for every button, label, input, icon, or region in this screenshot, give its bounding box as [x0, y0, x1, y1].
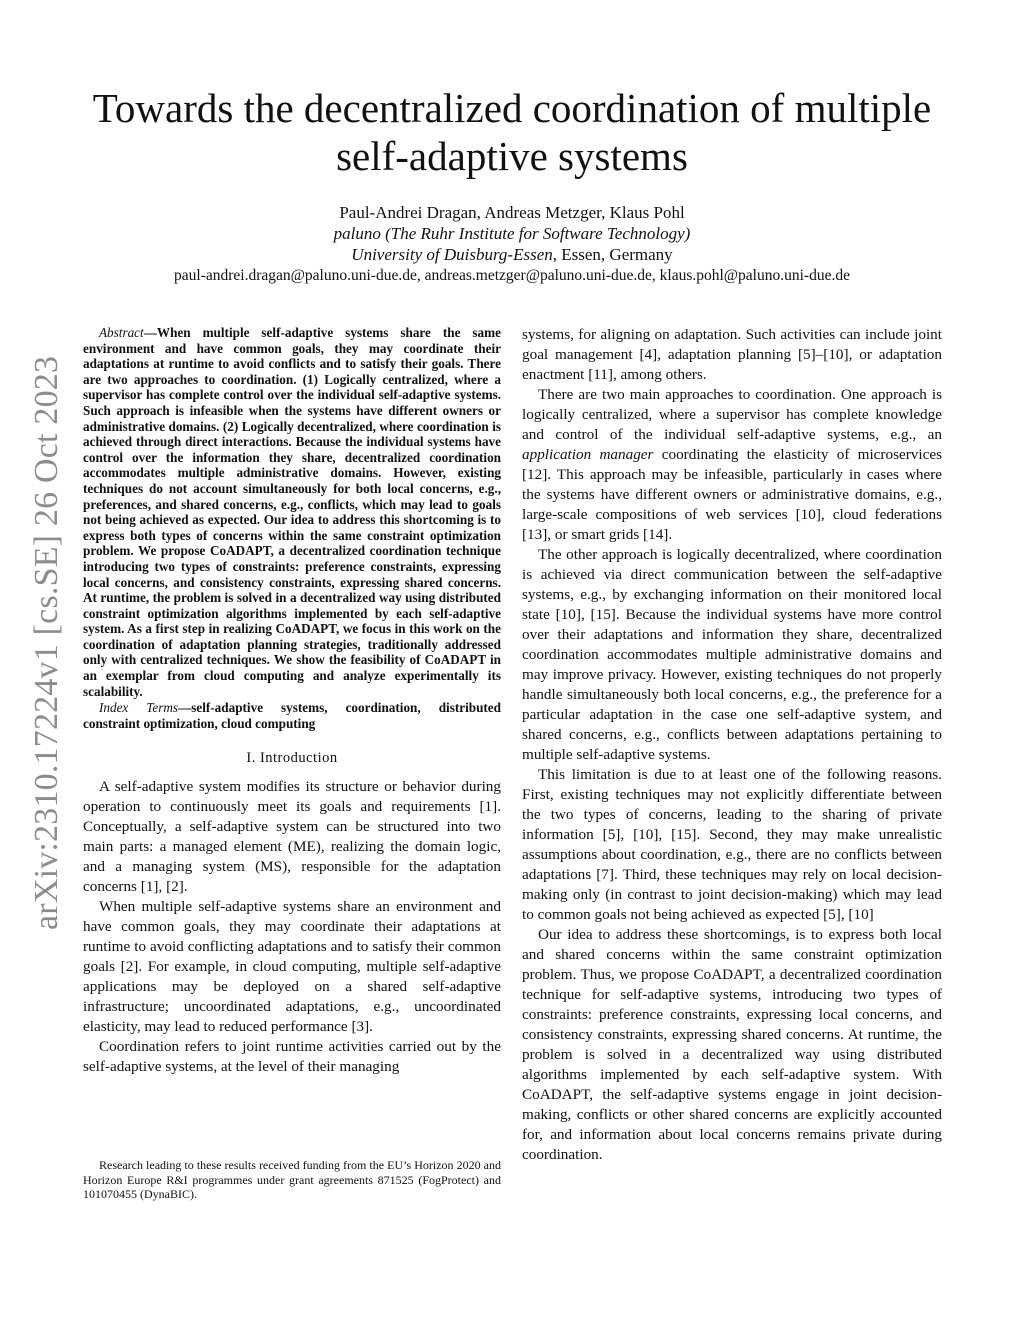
right-paragraph-3: The other approach is logically decentralized, where coordination is achieved via direct communication between the self-adaptive systems, e.g., by exchanging information on their monitored local state [10], [15]. Because the individual systems have more control over their adaptations and information they share, decentralized coordination accommodates multiple administrative domains and may improve privacy. However, existing techniques do not properly handle simultaneously both local concerns, e.g., the preference for a particular adaptation in the case one self-adaptive system, and shared concerns, e.g., conflicts between adaptations pertaining to multiple self-adaptive systems.: [522, 546, 942, 763]
abstract: [83, 325, 501, 699]
right-paragraph-2: [522, 385, 942, 545]
abstract-text: —When multiple self-adaptive systems share the same environment and have common goals, they may coordinate their adaptations at runtime to avoid conflicts and to satisfy their goals. There are two approaches to coordination. (1) Logically centralized, where a supervisor has complete control over the individual self-adaptive systems. Such approach is infeasible when the systems have different owners or administrative domains. (2) Logically decentralized, where coordination is achieved through direct interactions. Because the individual systems have control over the information they share, decentralized coordination accommodates multiple administrative domains. However, existing techniques do not account simultaneously for both local concerns, e.g., preferences, and shared concerns, e.g., conflicts, which may lead to goals not being achieved as expected. Our idea to address this shortcoming is to express both types of concerns within the same constraint optimization problem. We propose CoADAPT, a decentralized coordination technique introducing two types of constraints: preference constraints, expressing local concerns, and consistency constraints, expressing shared concerns. At runtime, the problem is solved in a decentralized way using distributed constraint optimization algorithms implemented by each self-adaptive system. As a first step in realizing CoADAPT, we focus in this work on the coordination of adaptation planning strategies, traditionally addressed only with centralized techniques. We show the feasibility of CoADAPT in an exemplar from cloud computing and analyze experimentally its scalability.: [83, 325, 501, 699]
author-block: [60, 202, 964, 286]
arxiv-stamp: arXiv:2310.17224v1 [cs.SE] 26 Oct 2023: [28, 355, 65, 930]
right-column: [522, 325, 942, 1165]
title-line-1: Towards the decentralized coordination of multiple: [92, 85, 932, 131]
right-paragraph-5: Our idea to address these shortcomings, is to express both local and shared concerns within the same constraint optimization problem. Thus, we propose CoADAPT, a decentralized coordination technique for self-adaptive systems, introducing two types of constraints: preference constraints, expressing local concerns, and consistency constraints, expressing shared concerns. At runtime, the problem is solved in a decentralized way using distributed algorithms implemented by each self-adaptive system. With CoADAPT, the self-adaptive systems engage in joint decision-making, conflicts or other shared concerns are explicitly accounted for, and information about local concerns remains private during coordination.: [522, 926, 942, 1163]
left-column: [83, 325, 501, 1077]
author-emails: paul-andrei.dragan@paluno.uni-due.de, andreas.metzger@paluno.uni-due.de, klaus.pohl@paluno.uni-due.de: [174, 267, 850, 284]
author-names: Paul-Andrei Dragan, Andreas Metzger, Klaus Pohl: [339, 203, 685, 222]
intro-paragraph-2: When multiple self-adaptive systems share an environment and have common goals, they may coordinate their adaptations at runtime to avoid conflicting adaptations and to satisfy their common goals [2]. For example, in cloud computing, multiple self-adaptive applications may be deployed on a shared self-adaptive infrastructure; uncoordinated adaptations, e.g., uncoordinated elasticity, may lead to reduced performance [3].: [83, 898, 501, 1036]
index-terms-text: —self-adaptive systems, coordination, distributed constraint optimization, cloud computing: [83, 700, 501, 731]
funding-footnote: Research leading to these results received funding from the EU’s Horizon 2020 and Horizon Europe R&I programmes under grant agreements 871525 (FogProtect) and 101070455 (DynaBIC).: [83, 1158, 501, 1201]
title-line-2: self-adaptive systems: [336, 133, 688, 179]
university-line: [60, 244, 964, 265]
abstract-label: Abstract: [99, 325, 144, 340]
section-heading-introduction: I. Introduction: [246, 750, 338, 767]
footnote-rule: [83, 1148, 173, 1149]
index-terms: [83, 700, 501, 731]
intro-paragraph-1: A self-adaptive system modifies its structure or behavior during operation to continuously meet its goals and requirements [1]. Conceptually, a self-adaptive system can be structured into two main parts: a managed element (ME), realizing the domain logic, and a managing system (MS), responsible for the adaptation concerns [1], [2].: [83, 778, 501, 896]
intro-paragraph-3: Coordination refers to joint runtime activities carried out by the self-adaptive systems, at the level of their managing: [83, 1038, 501, 1076]
index-terms-label: Index Terms: [99, 700, 179, 716]
location: , Essen, Germany: [552, 245, 673, 264]
right-paragraph-1: systems, for aligning on adaptation. Such activities can include joint goal management [4], adaptation planning [5]–[10], or adaptation enactment [11], among others.: [522, 326, 942, 383]
paper-title: [60, 84, 964, 180]
right-paragraph-2-end: coordinating the elasticity of microservices [12]. This approach may be infeasible, particularly in cases where the systems have different owners or administrative domains, e.g., large-scale compositions of web services [10], cloud federations [13], or smart grids [14].: [522, 446, 942, 543]
university-name: University of Duisburg-Essen: [351, 245, 553, 264]
affiliation: paluno (The Ruhr Institute for Software Technology): [333, 224, 691, 243]
application-manager-term: application manager: [522, 446, 654, 463]
right-paragraph-2-start: There are two main approaches to coordination. One approach is logically centralized, where a supervisor has complete knowledge and control of the individual self-adaptive systems, e.g., an: [522, 386, 942, 443]
right-paragraph-4: This limitation is due to at least one of the following reasons. First, existing techniques may not explicitly differentiate between the two types of concerns, leading to the sharing of private information [5], [10], [15]. Second, they may make unrealistic assumptions about coordination, e.g., there are no conflicts between adaptations [7]. Third, these techniques may rely on local decision-making only (in contrast to joint decision-making) which may lead to common goals not being achieved as expected [5], [10]: [522, 766, 942, 923]
